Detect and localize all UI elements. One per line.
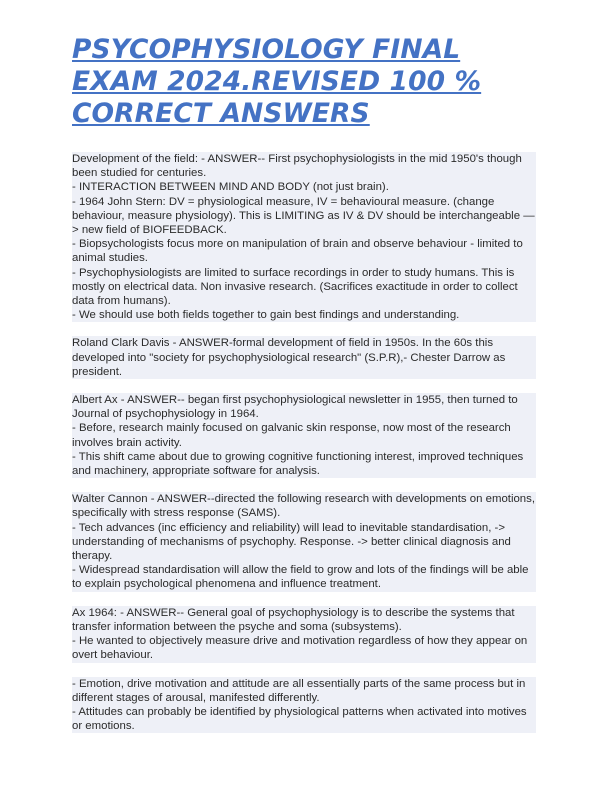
paragraph-albert-ax: [72, 393, 536, 478]
paragraph-line: Walter Cannon - ANSWER--directed the following research with developments on emotions, specifically with stress response (SAMS).: [72, 493, 536, 520]
paragraph-line: - Attitudes can probably be identified by physiological patterns when activated into motives or emotions.: [72, 705, 536, 733]
paragraph-line: - Widespread standardisation will allow the field to grow and lots of the findings will be able to explain psychological phenomena and influence treatment.: [72, 563, 536, 591]
paragraph-line: Development of the field: - ANSWER-- First psychophysiologists in the mid 1950's though been studied for centuries.: [72, 152, 536, 180]
paragraph-line: Ax 1964: - ANSWER-- General goal of psychophysiology is to describe the systems that transfer information between the psyche and soma (subsystems).: [72, 606, 536, 634]
paragraph-line: - Emotion, drive motivation and attitude are all essentially parts of the same process but in different stages of arousal, manifested differently.: [72, 677, 536, 705]
document-title: PSYCOPHYSIOLOGY FINAL EXAM 2024.REVISED 100 % CORRECT ANSWERS: [72, 34, 482, 129]
paragraph-walter-cannon: [72, 492, 536, 591]
paragraph-line: - He wanted to objectively measure drive and motivation regardless of how they appear on overt behaviour.: [72, 634, 536, 662]
paragraph-line: - 1964 John Stern: DV = physiological measure, IV = behavioural measure. (change behaviour, measure physiology). This is LIMITING as IV & DV should be interchangeable —> new field of BIOFEEDBACK.: [72, 195, 535, 237]
paragraph-ax-1964: [72, 606, 536, 663]
paragraph-line: - Tech advances (inc efficiency and reliability) will lead to inevitable standardisation, -> understanding of mechanisms of psychophy. Response. -> better clinical diagnosis and therapy.: [72, 521, 536, 564]
paragraph-line: - We should use both fields together to gain best findings and understanding.: [72, 308, 536, 322]
paragraph-line: - Biopsychologists focus more on manipulation of brain and observe behaviour - limited to animal studies.: [72, 237, 536, 265]
paragraph-line: - Before, research mainly focused on galvanic skin response, now most of the research involves brain activity.: [72, 421, 536, 449]
document-body: [72, 152, 536, 733]
paragraph-emotion-drive: [72, 677, 536, 734]
paragraph-line: - Psychophysiologists are limited to surface recordings in order to study humans. This is mostly on electrical data. Non invasive research. (Sacrifices exactitude in order to collect data from humans).: [72, 266, 536, 309]
paragraph-development-of-field: [72, 152, 536, 322]
paragraph-line: Roland Clark Davis - ANSWER-formal development of field in 1950s. In the 60s this developed into "society for psychophysiological research" (S.P.R),- Chester Darrow as president.: [72, 336, 536, 379]
paragraph-roland-clark-davis: [72, 336, 536, 379]
paragraph-line: Albert Ax - ANSWER-- began first psychophysiological newsletter in 1955, then turned to Journal of psychophysiology in 1964.: [72, 393, 536, 421]
paragraph-line: - This shift came about due to growing cognitive functioning interest, improved techniques and machinery, appropriate software for analysis.: [72, 450, 536, 478]
paragraph-line: - INTERACTION BETWEEN MIND AND BODY (not just brain).: [72, 180, 536, 194]
